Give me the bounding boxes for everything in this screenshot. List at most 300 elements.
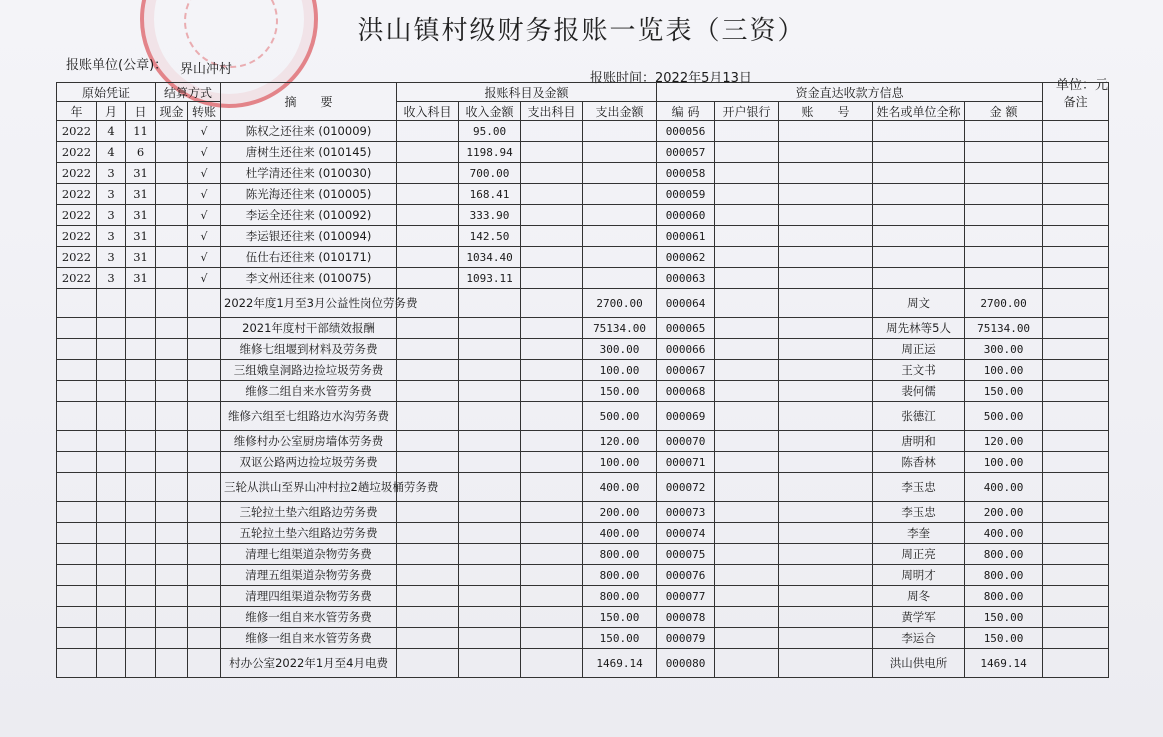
- payee-name-cell: [873, 268, 965, 289]
- summary-cell: 2021年度村干部绩效报酬: [221, 318, 397, 339]
- expense-subject-cell: [521, 184, 583, 205]
- expense-subject-header: 支出科目: [521, 102, 583, 121]
- income-amount-cell: [459, 452, 521, 473]
- bank-cell: [715, 607, 779, 628]
- income-subject-cell: [397, 452, 459, 473]
- payee-name-cell: [873, 121, 965, 142]
- payee-amount-cell: 150.00: [965, 607, 1043, 628]
- month-cell: 3: [97, 226, 126, 247]
- cash-cell: [156, 628, 188, 649]
- year-cell: [57, 402, 97, 431]
- account-cell: [779, 431, 873, 452]
- expense-amount-cell: 100.00: [583, 360, 657, 381]
- payee-amount-cell: 150.00: [965, 628, 1043, 649]
- bank-cell: [715, 473, 779, 502]
- payee-amount-cell: [965, 163, 1043, 184]
- summary-cell: 维修七组堰到材料及劳务费: [221, 339, 397, 360]
- day-cell: [126, 473, 156, 502]
- bank-cell: [715, 565, 779, 586]
- expense-subject-cell: [521, 318, 583, 339]
- transfer-header: 转账: [188, 102, 221, 121]
- summary-cell: 伍仕右还往来 (010171): [221, 247, 397, 268]
- income-amount-cell: [459, 565, 521, 586]
- payee-name-cell: [873, 205, 965, 226]
- expense-amount-cell: 100.00: [583, 452, 657, 473]
- code-cell: 000066: [657, 339, 715, 360]
- expense-subject-cell: [521, 289, 583, 318]
- cash-cell: [156, 431, 188, 452]
- transfer-check-cell: √: [188, 142, 221, 163]
- table-row: [57, 360, 1109, 381]
- code-cell: 000064: [657, 289, 715, 318]
- expense-subject-cell: [521, 339, 583, 360]
- code-cell: 000070: [657, 431, 715, 452]
- payee-amount-cell: 300.00: [965, 339, 1043, 360]
- transfer-check-cell: √: [188, 226, 221, 247]
- year-cell: 2022: [57, 226, 97, 247]
- day-cell: [126, 586, 156, 607]
- month-cell: 4: [97, 142, 126, 163]
- cash-cell: [156, 381, 188, 402]
- code-cell: 000071: [657, 452, 715, 473]
- year-cell: [57, 628, 97, 649]
- code-cell: 000059: [657, 184, 715, 205]
- year-header: 年: [57, 102, 97, 121]
- income-subject-header: 收入科目: [397, 102, 459, 121]
- cash-cell: [156, 586, 188, 607]
- report-time: 报账时间：2022年5月13日: [590, 71, 752, 86]
- summary-cell: 三轮从洪山至界山冲村拉2趟垃圾桶劳务费: [221, 473, 397, 502]
- code-cell: 000075: [657, 544, 715, 565]
- bank-cell: [715, 523, 779, 544]
- payee-name-header: 姓名或单位全称: [873, 102, 965, 121]
- income-amount-cell: [459, 607, 521, 628]
- cash-cell: [156, 226, 188, 247]
- bank-cell: [715, 339, 779, 360]
- account-header: 账 号: [779, 102, 873, 121]
- income-amount-cell: 1034.40: [459, 247, 521, 268]
- transfer-check-cell: √: [188, 268, 221, 289]
- remark-cell: [1043, 565, 1109, 586]
- expense-subject-cell: [521, 163, 583, 184]
- remark-cell: [1043, 339, 1109, 360]
- payee-name-cell: 周正亮: [873, 544, 965, 565]
- day-cell: [126, 523, 156, 544]
- payee-name-cell: 黄学军: [873, 607, 965, 628]
- remark-cell: [1043, 402, 1109, 431]
- summary-header: 摘 要: [221, 83, 397, 121]
- expense-amount-cell: [583, 142, 657, 163]
- remark-cell: [1043, 205, 1109, 226]
- income-subject-cell: [397, 523, 459, 544]
- ledger-body: [57, 121, 1109, 678]
- expense-subject-cell: [521, 544, 583, 565]
- day-cell: 11: [126, 121, 156, 142]
- bank-cell: [715, 121, 779, 142]
- payee-name-cell: 洪山供电所: [873, 649, 965, 678]
- code-cell: 000062: [657, 247, 715, 268]
- summary-cell: 双讴公路两边捡垃圾劳务费: [221, 452, 397, 473]
- payee-amount-cell: 2700.00: [965, 289, 1043, 318]
- report-unit-value: 界山冲村: [180, 62, 233, 77]
- expense-subject-cell: [521, 502, 583, 523]
- summary-cell: 杜学清还往来 (010030): [221, 163, 397, 184]
- expense-subject-cell: [521, 523, 583, 544]
- day-cell: [126, 628, 156, 649]
- income-subject-cell: [397, 431, 459, 452]
- table-row: [57, 205, 1109, 226]
- bank-cell: [715, 452, 779, 473]
- remark-cell: [1043, 381, 1109, 402]
- payee-name-cell: 裴何儒: [873, 381, 965, 402]
- remark-cell: [1043, 184, 1109, 205]
- day-cell: [126, 649, 156, 678]
- cash-header: 现金: [156, 102, 188, 121]
- income-amount-cell: [459, 523, 521, 544]
- transfer-check-cell: [188, 318, 221, 339]
- remark-cell: [1043, 163, 1109, 184]
- account-cell: [779, 523, 873, 544]
- year-cell: [57, 586, 97, 607]
- year-cell: [57, 565, 97, 586]
- day-cell: [126, 402, 156, 431]
- transfer-check-cell: [188, 381, 221, 402]
- payee-amount-cell: 100.00: [965, 360, 1043, 381]
- expense-amount-cell: 150.00: [583, 628, 657, 649]
- expense-amount-cell: [583, 247, 657, 268]
- month-cell: 3: [97, 205, 126, 226]
- income-amount-cell: [459, 586, 521, 607]
- cash-cell: [156, 523, 188, 544]
- summary-cell: 清理四组渠道杂物劳务费: [221, 586, 397, 607]
- year-cell: 2022: [57, 184, 97, 205]
- document-title: 洪山镇村级财务报账一览表（三资）: [357, 16, 806, 46]
- day-cell: [126, 431, 156, 452]
- code-cell: 000065: [657, 318, 715, 339]
- summary-cell: 李运全还往来 (010092): [221, 205, 397, 226]
- income-subject-cell: [397, 360, 459, 381]
- day-cell: [126, 607, 156, 628]
- account-cell: [779, 607, 873, 628]
- payee-name-cell: 张德江: [873, 402, 965, 431]
- expense-amount-cell: [583, 121, 657, 142]
- table-row: [57, 121, 1109, 142]
- cash-cell: [156, 565, 188, 586]
- table-row: [57, 649, 1109, 678]
- month-cell: [97, 586, 126, 607]
- bank-cell: [715, 649, 779, 678]
- expense-amount-cell: [583, 163, 657, 184]
- payee-name-cell: [873, 184, 965, 205]
- bank-cell: [715, 268, 779, 289]
- day-cell: [126, 565, 156, 586]
- income-amount-cell: [459, 628, 521, 649]
- day-cell: 31: [126, 184, 156, 205]
- account-cell: [779, 247, 873, 268]
- payee-name-cell: 李运合: [873, 628, 965, 649]
- transfer-check-cell: [188, 565, 221, 586]
- day-cell: 31: [126, 247, 156, 268]
- payee-name-cell: [873, 226, 965, 247]
- month-cell: [97, 318, 126, 339]
- year-cell: [57, 649, 97, 678]
- ledger-header: [57, 83, 1109, 121]
- day-cell: 31: [126, 268, 156, 289]
- remark-cell: [1043, 523, 1109, 544]
- settlement-header: 结算方式: [156, 83, 221, 102]
- cash-cell: [156, 268, 188, 289]
- payee-info-header: 资金直达收款方信息: [657, 83, 1043, 102]
- month-cell: [97, 452, 126, 473]
- code-cell: 000057: [657, 142, 715, 163]
- income-amount-header: 收入金额: [459, 102, 521, 121]
- code-cell: 000074: [657, 523, 715, 544]
- month-cell: 3: [97, 268, 126, 289]
- table-row: [57, 339, 1109, 360]
- income-subject-cell: [397, 247, 459, 268]
- year-cell: [57, 381, 97, 402]
- account-cell: [779, 289, 873, 318]
- income-amount-cell: [459, 544, 521, 565]
- bank-cell: [715, 318, 779, 339]
- table-row: [57, 318, 1109, 339]
- payee-amount-cell: [965, 142, 1043, 163]
- income-amount-cell: [459, 473, 521, 502]
- year-cell: [57, 360, 97, 381]
- transfer-check-cell: [188, 628, 221, 649]
- payee-amount-cell: 120.00: [965, 431, 1043, 452]
- month-cell: [97, 544, 126, 565]
- payee-name-cell: 唐明和: [873, 431, 965, 452]
- payee-amount-cell: 75134.00: [965, 318, 1043, 339]
- table-row: [57, 381, 1109, 402]
- payee-amount-cell: 800.00: [965, 565, 1043, 586]
- expense-amount-cell: 120.00: [583, 431, 657, 452]
- summary-cell: 维修二组自来水管劳务费: [221, 381, 397, 402]
- income-amount-cell: [459, 431, 521, 452]
- code-cell: 000080: [657, 649, 715, 678]
- code-header: 编 码: [657, 102, 715, 121]
- expense-subject-cell: [521, 142, 583, 163]
- expense-subject-cell: [521, 205, 583, 226]
- table-row: [57, 163, 1109, 184]
- table-row: [57, 452, 1109, 473]
- account-cell: [779, 649, 873, 678]
- expense-amount-cell: 800.00: [583, 586, 657, 607]
- expense-amount-cell: 400.00: [583, 523, 657, 544]
- expense-amount-cell: [583, 184, 657, 205]
- transfer-check-cell: [188, 649, 221, 678]
- cash-cell: [156, 402, 188, 431]
- code-cell: 000072: [657, 473, 715, 502]
- summary-cell: 村办公室2022年1月至4月电费: [221, 649, 397, 678]
- code-cell: 000060: [657, 205, 715, 226]
- cash-cell: [156, 502, 188, 523]
- code-cell: 000073: [657, 502, 715, 523]
- cash-cell: [156, 163, 188, 184]
- year-cell: 2022: [57, 268, 97, 289]
- summary-cell: 李文州还往来 (010075): [221, 268, 397, 289]
- expense-amount-cell: 2700.00: [583, 289, 657, 318]
- year-cell: [57, 544, 97, 565]
- income-amount-cell: 142.50: [459, 226, 521, 247]
- account-cell: [779, 473, 873, 502]
- code-cell: 000076: [657, 565, 715, 586]
- payee-amount-cell: [965, 121, 1043, 142]
- cash-cell: [156, 205, 188, 226]
- cash-cell: [156, 452, 188, 473]
- year-cell: [57, 607, 97, 628]
- remark-cell: [1043, 268, 1109, 289]
- remark-cell: [1043, 502, 1109, 523]
- summary-cell: 陈权之还往来 (010009): [221, 121, 397, 142]
- bank-cell: [715, 381, 779, 402]
- transfer-check-cell: √: [188, 247, 221, 268]
- income-subject-cell: [397, 268, 459, 289]
- expense-amount-cell: 150.00: [583, 607, 657, 628]
- payee-amount-cell: 400.00: [965, 523, 1043, 544]
- transfer-check-cell: [188, 452, 221, 473]
- payee-amount-cell: 400.00: [965, 473, 1043, 502]
- payee-amount-cell: 1469.14: [965, 649, 1043, 678]
- year-cell: [57, 289, 97, 318]
- day-cell: [126, 289, 156, 318]
- remark-cell: [1043, 318, 1109, 339]
- expense-amount-cell: [583, 205, 657, 226]
- expense-subject-cell: [521, 473, 583, 502]
- original-voucher-header: 原始凭证: [57, 83, 156, 102]
- income-amount-cell: [459, 360, 521, 381]
- bank-cell: [715, 247, 779, 268]
- table-row: [57, 247, 1109, 268]
- day-cell: [126, 318, 156, 339]
- transfer-check-cell: √: [188, 184, 221, 205]
- account-cell: [779, 502, 873, 523]
- expense-subject-cell: [521, 431, 583, 452]
- payee-name-cell: [873, 163, 965, 184]
- income-subject-cell: [397, 142, 459, 163]
- code-cell: 000058: [657, 163, 715, 184]
- income-subject-cell: [397, 184, 459, 205]
- year-cell: 2022: [57, 121, 97, 142]
- transfer-check-cell: [188, 586, 221, 607]
- income-amount-cell: [459, 502, 521, 523]
- summary-cell: 清理五组渠道杂物劳务费: [221, 565, 397, 586]
- remark-cell: [1043, 607, 1109, 628]
- month-cell: [97, 523, 126, 544]
- table-row: [57, 289, 1109, 318]
- payee-amount-cell: 800.00: [965, 544, 1043, 565]
- payee-amount-cell: [965, 247, 1043, 268]
- account-cell: [779, 163, 873, 184]
- code-cell: 000067: [657, 360, 715, 381]
- ledger-table: [56, 82, 1109, 678]
- code-cell: 000069: [657, 402, 715, 431]
- summary-cell: 2022年度1月至3月公益性岗位劳务费: [221, 289, 397, 318]
- expense-amount-cell: 500.00: [583, 402, 657, 431]
- income-subject-cell: [397, 318, 459, 339]
- bank-cell: [715, 226, 779, 247]
- bank-cell: [715, 289, 779, 318]
- income-amount-cell: [459, 402, 521, 431]
- income-amount-cell: [459, 339, 521, 360]
- income-amount-cell: 1093.11: [459, 268, 521, 289]
- cash-cell: [156, 607, 188, 628]
- table-row: [57, 142, 1109, 163]
- income-amount-cell: 700.00: [459, 163, 521, 184]
- payee-name-cell: 陈香林: [873, 452, 965, 473]
- day-cell: [126, 502, 156, 523]
- cash-cell: [156, 184, 188, 205]
- year-cell: 2022: [57, 142, 97, 163]
- income-amount-cell: 95.00: [459, 121, 521, 142]
- income-amount-cell: [459, 649, 521, 678]
- bank-cell: [715, 205, 779, 226]
- month-cell: 3: [97, 184, 126, 205]
- summary-cell: 三轮拉土垫六组路边劳务费: [221, 502, 397, 523]
- expense-subject-cell: [521, 226, 583, 247]
- table-row: [57, 628, 1109, 649]
- summary-cell: 三组娥皇洞路边捡垃圾劳务费: [221, 360, 397, 381]
- income-subject-cell: [397, 381, 459, 402]
- bank-cell: [715, 544, 779, 565]
- table-row: [57, 502, 1109, 523]
- transfer-check-cell: [188, 502, 221, 523]
- transfer-check-cell: [188, 289, 221, 318]
- month-cell: [97, 339, 126, 360]
- income-subject-cell: [397, 402, 459, 431]
- money-unit: 单位：元: [1056, 78, 1109, 93]
- day-header: 日: [126, 102, 156, 121]
- expense-amount-header: 支出金额: [583, 102, 657, 121]
- month-cell: [97, 607, 126, 628]
- expense-amount-cell: [583, 226, 657, 247]
- amount-header: 金 额: [965, 102, 1043, 121]
- cash-cell: [156, 121, 188, 142]
- year-cell: 2022: [57, 205, 97, 226]
- payee-amount-cell: [965, 268, 1043, 289]
- year-cell: [57, 523, 97, 544]
- remark-cell: [1043, 360, 1109, 381]
- subjects-amounts-header: 报账科目及金额: [397, 83, 657, 102]
- table-row: [57, 607, 1109, 628]
- cash-cell: [156, 473, 188, 502]
- bank-cell: [715, 163, 779, 184]
- day-cell: 6: [126, 142, 156, 163]
- month-cell: [97, 381, 126, 402]
- expense-amount-cell: 200.00: [583, 502, 657, 523]
- month-cell: [97, 628, 126, 649]
- year-cell: [57, 431, 97, 452]
- cash-cell: [156, 289, 188, 318]
- summary-cell: 维修一组自来水管劳务费: [221, 607, 397, 628]
- code-cell: 000061: [657, 226, 715, 247]
- expense-subject-cell: [521, 402, 583, 431]
- account-cell: [779, 586, 873, 607]
- year-cell: [57, 452, 97, 473]
- account-cell: [779, 268, 873, 289]
- month-cell: [97, 649, 126, 678]
- expense-subject-cell: [521, 628, 583, 649]
- transfer-check-cell: [188, 360, 221, 381]
- payee-amount-cell: 500.00: [965, 402, 1043, 431]
- table-row: [57, 586, 1109, 607]
- payee-name-cell: 李玉忠: [873, 502, 965, 523]
- day-cell: [126, 360, 156, 381]
- table-row: [57, 565, 1109, 586]
- table-row: [57, 268, 1109, 289]
- summary-cell: 维修村办公室厨房墙体劳务费: [221, 431, 397, 452]
